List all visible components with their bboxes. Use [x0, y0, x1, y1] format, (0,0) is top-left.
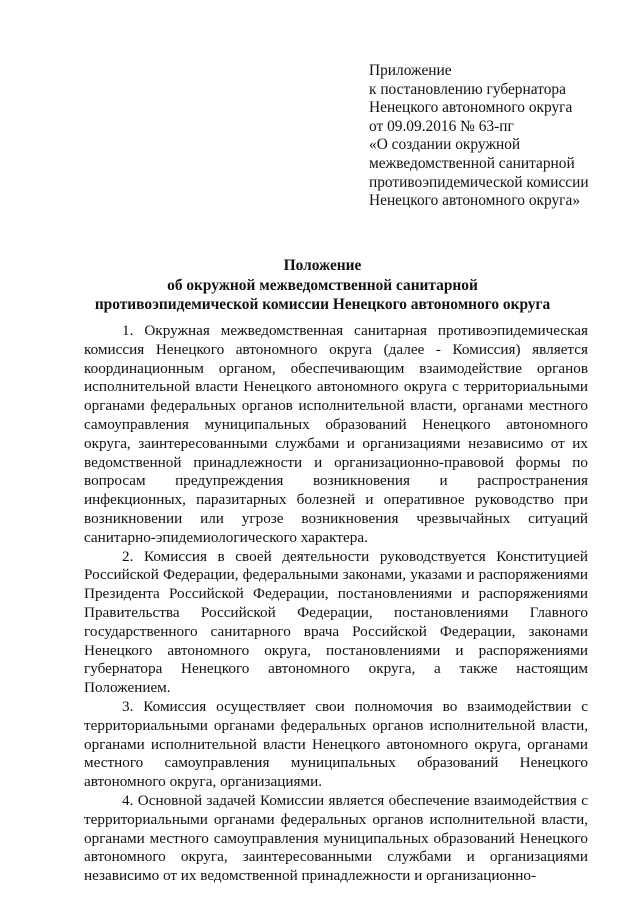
title-line-2: об окружной межведомственной санитарной	[167, 276, 478, 294]
title-line-1: Положение	[283, 257, 362, 274]
appendix-line: к постановлению губернатора	[369, 80, 566, 98]
paragraph-1: 1. Окружная межведомственная санитарная противоэпидемическая комиссия Ненецкого автономного округа (далее - Комиссия) является координационным органом, обеспечивающим взаимодействие органов исполнительной власти Ненецкого автономного округа с территориальными органами федеральных органов исполнительной власти, органами местного самоуправления муниципальных образований Ненецкого автономного округа, заинтересованными службами и организациями независимо от их ведомственной принадлежности и организационно-правовой формы по вопросам предупреждения возникновения и распространения инфекционных, паразитарных болезней и оперативное руководство при возникновении или угрозе возникновения чрезвычайных ситуаций санитарно-эпидемиологического характера.	[84, 322, 588, 546]
paragraph-3: 3. Комиссия осуществляет свои полномочия во взаимодействии с территориальными органами федеральных органов исполнительной власти, органами исполнительной власти Ненецкого автономного округа, органами местного самоуправления муниципальных образований Ненецкого автономного округа, организациями.	[84, 697, 588, 791]
appendix-line: межведомственной санитарной	[369, 154, 575, 172]
appendix-line: противоэпидемической комиссии	[369, 173, 589, 191]
appendix-block	[369, 62, 619, 211]
document-body	[84, 322, 588, 886]
appendix-line: «О создании окружной	[369, 136, 521, 154]
appendix-line: Ненецкого автономного округа»	[369, 192, 581, 210]
appendix-line: Приложение	[369, 62, 452, 79]
title-line-3: противоэпидемической комиссии Ненецкого автономного округа	[94, 296, 551, 313]
paragraph-4: 4. Основной задачей Комиссии является обеспечение взаимодействия с территориальными органами федеральных органов исполнительной власти, органами местного самоуправления муниципальных образований Ненецкого автономного округа, заинтересованными службами и организациями независимо от их ведомственной принадлежности и организационно-	[84, 791, 588, 885]
document-title	[80, 256, 565, 315]
appendix-line: Ненецкого автономного округа	[369, 99, 573, 117]
appendix-line: от 09.09.2016 № 63-пг	[369, 117, 514, 135]
paragraph-2: 2. Комиссия в своей деятельности руководствуется Конституцией Российской Федерации, федеральными законами, указами и распоряжениями Президента Российской Федерации, постановлениями и распоряжениями Правительства Российской Федерации, постановлениями Главного государственного санитарного врача Российской Федерации, законами Ненецкого автономного округа, постановлениями и распоряжениями губернатора Ненецкого автономного округа, а также настоящим Положением.	[84, 547, 588, 697]
